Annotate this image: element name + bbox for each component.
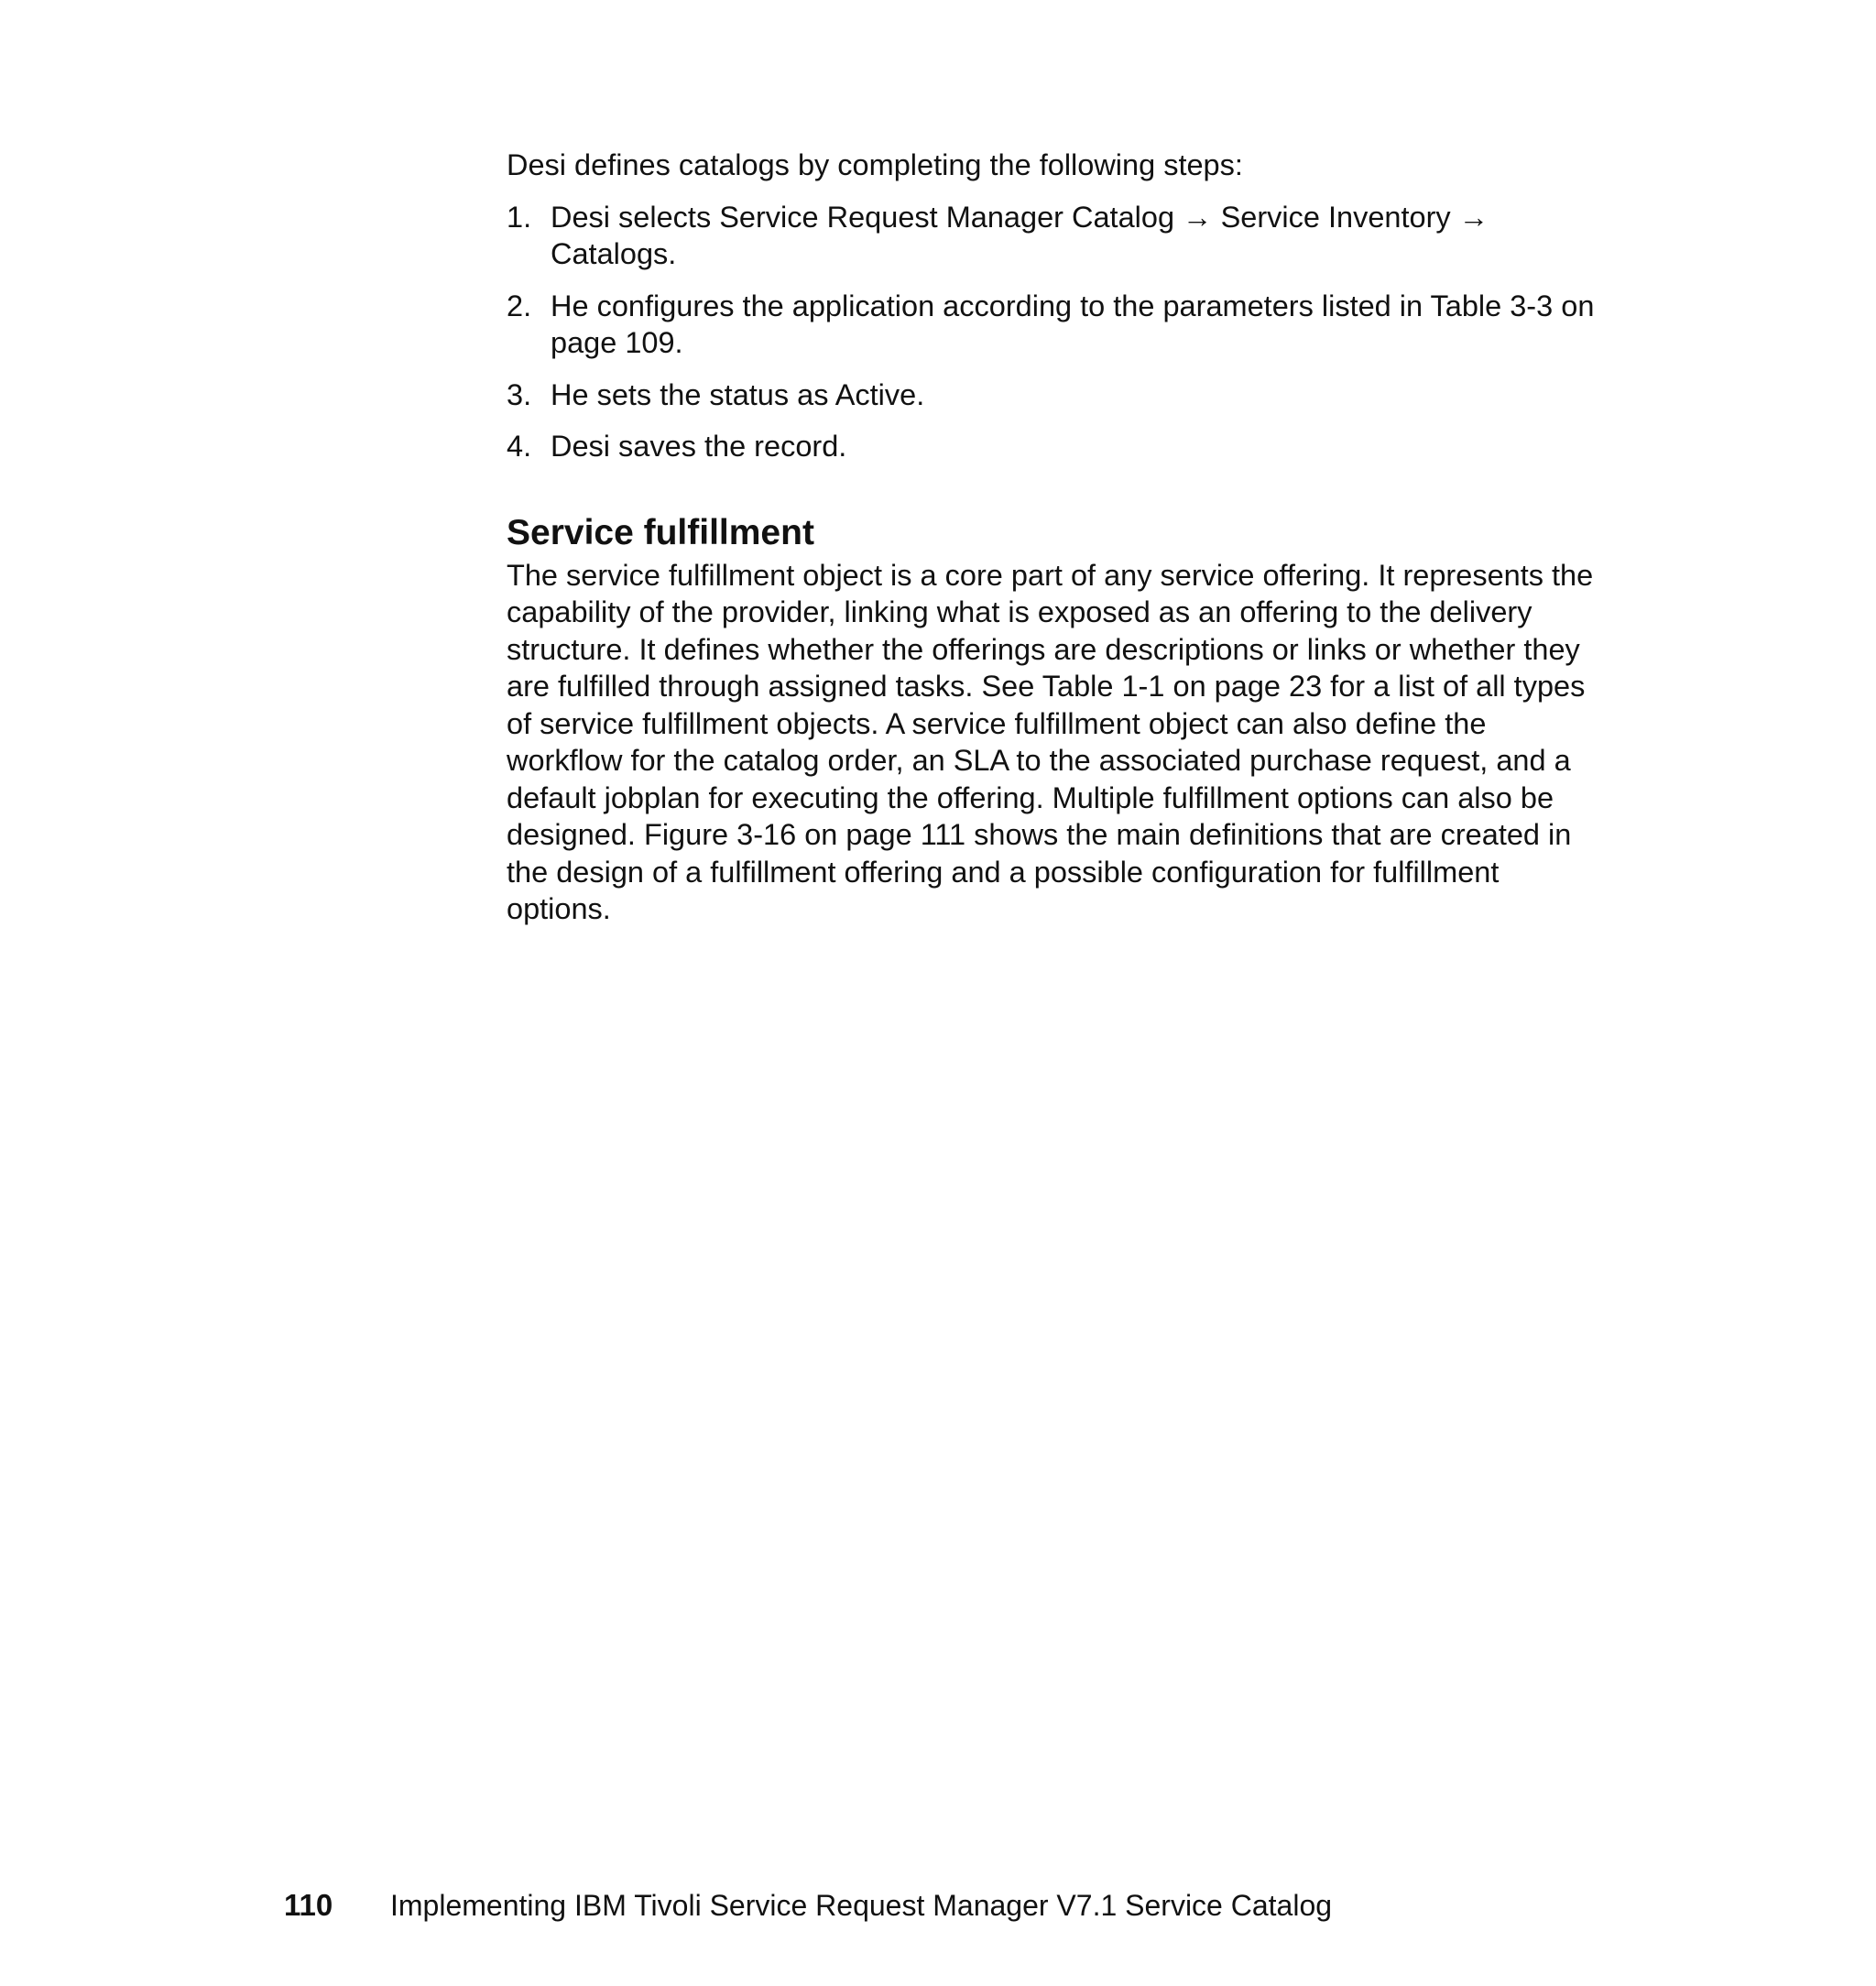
list-item (507, 428, 1606, 465)
list-item (507, 376, 1606, 414)
list-item (507, 288, 1606, 362)
step-number: 4. (507, 430, 532, 463)
page-content (507, 147, 1606, 928)
step-number: 1. (507, 200, 532, 234)
step-text: Desi saves the record. (551, 430, 847, 463)
step-text: Desi selects Service Request Manager Catalog → Service Inventory → Catalogs. (551, 200, 1489, 270)
steps-list (507, 199, 1606, 465)
step-text: He configures the application according to the parameters listed in Table 3-3 on page 109. (551, 289, 1595, 359)
step-number: 3. (507, 377, 532, 411)
intro-paragraph: Desi defines catalogs by completing the following steps: (507, 148, 1243, 181)
list-item (507, 199, 1606, 273)
step-number: 2. (507, 289, 532, 322)
page-footer (284, 1887, 1332, 1924)
page-number: 110 (284, 1888, 333, 1922)
section-heading: Service fulfillment (507, 512, 814, 552)
book-title: Implementing IBM Tivoli Service Request Manager V7.1 Service Catalog (390, 1889, 1333, 1922)
section-body: The service fulfillment object is a core part of any service offering. It represents the capability of the provider, linking what is exposed as an offering to the delivery structure. It defines whether the offerings are descriptions or links or whether they are fulfilled through assigned tasks. See Table 1-1 on page 23 for a list of all types of service fulfillment objects. A service fulfillment object can also define the workflow for the catalog order, an SLA to the associated purchase request, and a default jobplan for executing the offering. Multiple fulfillment options can also be designed. Figure 3-16 on page 111 shows the main definitions that are created in the design of a fulfillment offering and a possible configuration for fulfillment options. (507, 558, 1594, 925)
step-text: He sets the status as Active. (551, 377, 925, 411)
